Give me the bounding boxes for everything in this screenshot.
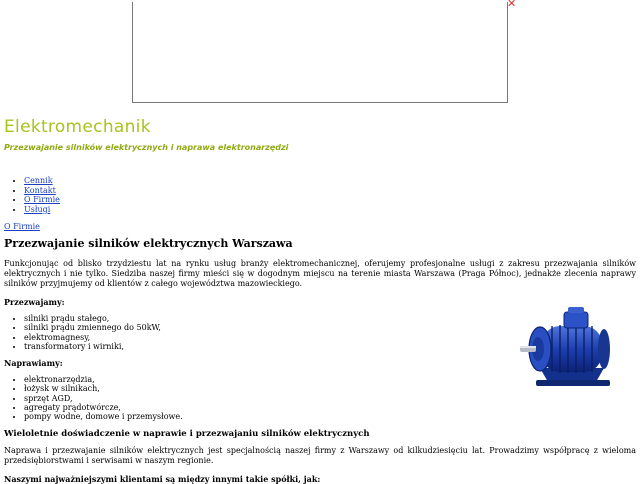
nav-link-cennik[interactable]: Cennik <box>24 176 53 185</box>
rewind-heading: Przezwajamy: <box>4 297 65 307</box>
intro-paragraph: Funkcjonując od blisko trzydziestu lat na rynku usług branży elektromechanicznej, oferujemy profesjonalne usługi z zakresu przezwajania silników elektrycznych i nie tylko. Siedziba naszej firmy mieści się w dogodnym miejscu na terenie miasta Warszawa (Praga Północ), jednakże zlecenia naprawy silników przyjmujemy od klientów z całego województwa mazowieckiego. <box>4 259 636 288</box>
list-item: • transformatory i wirniki, <box>24 342 636 351</box>
nav-link-kontakt[interactable]: Kontakt <box>24 185 56 195</box>
experience-heading: Wieloletnie doświadczenie w naprawie i przezwajaniu silników elektrycznych <box>4 428 370 439</box>
breadcrumb-link[interactable]: O Firmie <box>4 222 40 231</box>
list-item: • pompy wodne, domowe i przemysłowe. <box>24 412 636 421</box>
nav-item-o-firmie <box>24 195 60 205</box>
list-item: • elektronarzędzia, <box>24 375 636 384</box>
ad-banner-frame[interactable] <box>132 2 508 103</box>
list-item: • silniki prądu zmiennego do 50kW, <box>24 323 636 332</box>
list-item: • silniki prądu stałego, <box>24 314 636 323</box>
main-nav <box>4 176 60 214</box>
nav-link-uslugi[interactable]: Usługi <box>24 204 51 214</box>
list-item: • agregaty prądotwórcze, <box>24 403 636 412</box>
close-icon[interactable]: ✕ <box>507 0 517 10</box>
site-slogan: Przezwajanie silników elektrycznych i naprawa elektronarzędzi <box>4 143 289 152</box>
list-item: • elektromagnesy, <box>24 333 636 342</box>
repair-heading: Naprawiamy: <box>4 358 63 369</box>
experience-paragraph: Naprawa i przezwajanie silników elektrycznych jest specjalnością naszej firmy z Warszawy od kilkudziesięciu lat. Prowadzimy współpracę z wieloma przedsiębiorstwami i serwisami w naszym regionie. <box>4 445 636 465</box>
site-title[interactable]: Elektromechanik <box>4 117 151 137</box>
list-item: • łożysk w silnikach, <box>24 384 636 393</box>
nav-item-cennik <box>24 176 60 186</box>
clients-intro-text: Naszymi najważniejszymi klientami są między innymi takie spółki, jak: <box>4 473 321 484</box>
nav-item-kontakt <box>24 186 60 196</box>
page-heading: Przezwajanie silników elektrycznych Warszawa <box>4 237 293 250</box>
electric-motor-image <box>518 302 622 388</box>
nav-link-o-firmie[interactable]: O Firmie <box>24 195 60 204</box>
list-item: • sprzęt AGD, <box>24 394 636 403</box>
nav-item-uslugi <box>24 205 60 215</box>
